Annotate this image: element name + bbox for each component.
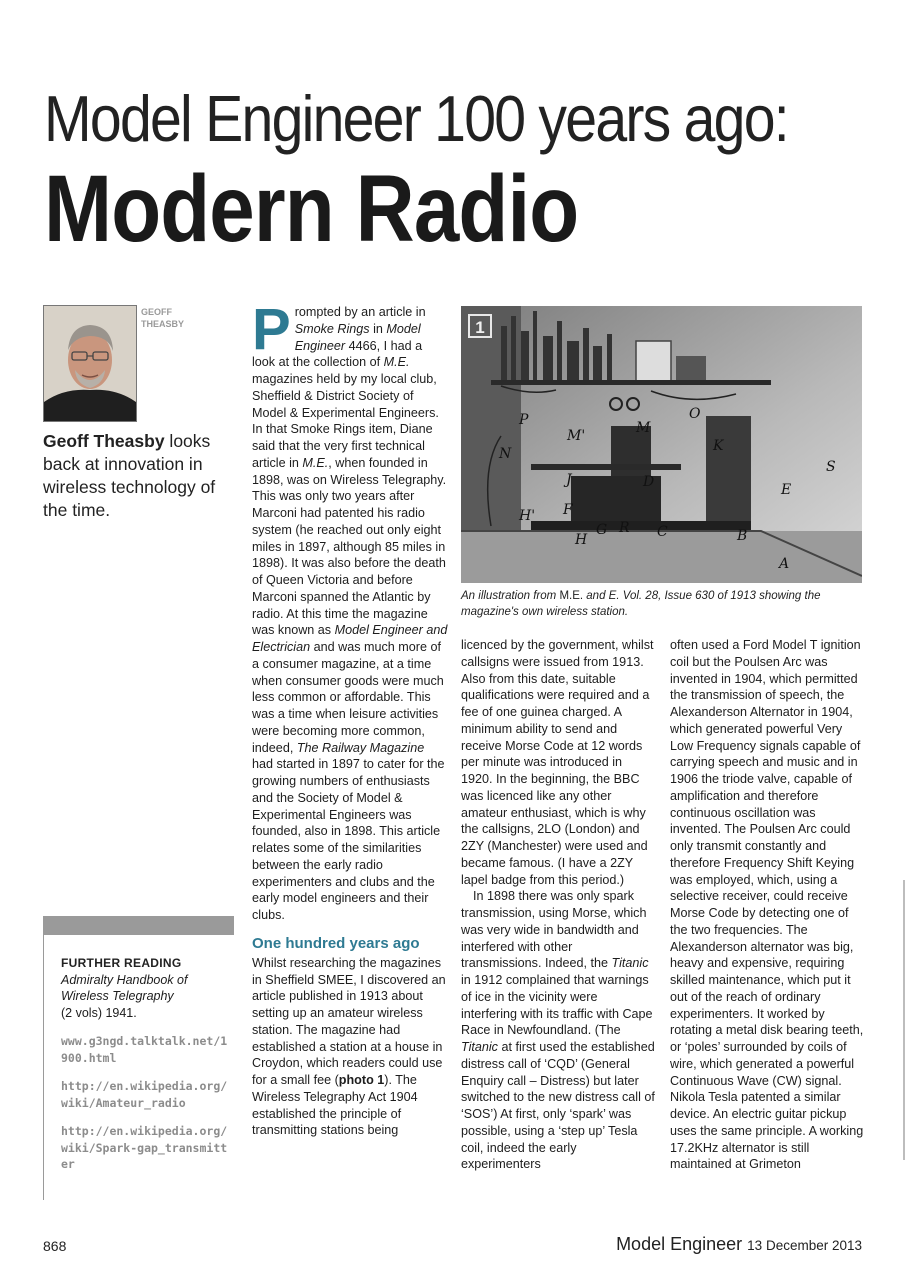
standfirst-text: looks back at innovation in wireless technology of the time. xyxy=(43,431,216,520)
photo-label: E xyxy=(781,482,792,498)
author-tag-last: THEASBY xyxy=(141,319,185,329)
photo-caption xyxy=(461,588,862,620)
caption-text: An illustration from xyxy=(461,590,560,602)
further-reading-rule xyxy=(43,935,44,1200)
footer-date: 13 December 2013 xyxy=(747,1238,862,1253)
intro-paragraph xyxy=(252,297,448,924)
photo-label: R xyxy=(619,520,630,536)
photo-label: O xyxy=(689,406,701,422)
text-run: magazines held by my local club, Sheffield & District Society of Model & Experimental Engineers. In that Smoke Rings item, Diane said that the very first technical article in xyxy=(252,372,439,470)
photo-label: D xyxy=(643,474,655,490)
text-run: had started in 1897 to cater for the growing numbers of enthusiasts and the Society of Model & Experimental Engineers was founded, also in 1898. This article relates some of the similarities between the early radio experimenters and clubs and the early model engineers and their clubs. xyxy=(252,757,445,922)
text-run: In 1898 there was only spark transmission, using Morse, which was very wide in bandwidth and interfered with other transmissions. Indeed, the xyxy=(461,889,647,971)
text-run-italic: The Railway Magazine xyxy=(296,740,425,755)
photo-label: K xyxy=(713,438,724,454)
headline-line-2: Modern Radio xyxy=(44,156,579,262)
text-run: 4466, I had a look at the collection of xyxy=(252,338,423,370)
further-reading-link[interactable]: www.g3ngd.talktalk.net/1900.html xyxy=(61,1034,228,1065)
further-reading-book-note: (2 vols) 1941. xyxy=(61,1005,137,1020)
further-reading-box xyxy=(61,955,231,1173)
text-run: ). The Wireless Telegraphy Act 1904 established the principle of transmitting stations being xyxy=(252,1073,418,1138)
standfirst-author-name: Geoff Theasby xyxy=(43,431,165,451)
text-run-italic: Model Engineer and Electrician xyxy=(252,623,448,654)
text-run: and was much more of a consumer magazine, at a time when consumer goods were much less common or affordable. This was a time when leisure activities were becoming more common, indeed, xyxy=(252,640,444,755)
photo-label: C xyxy=(657,524,668,540)
article-column-3 xyxy=(670,637,864,1173)
text-run: , when founded in 1898, was on Wireless Telegraphy. This was only two years after Marconi had patented his radio system (he reached out only eight miles in 1897, although 85 miles in 1898). It was also before the death of Queen Victoria and before Marconi spanned the Atlantic by radio. At this time the magazine was known as xyxy=(252,455,447,638)
photo-reference: photo 1 xyxy=(338,1073,385,1087)
text-run-italic: M.E. xyxy=(302,455,329,470)
author-tag xyxy=(141,306,201,330)
further-reading-bar xyxy=(43,916,234,935)
body-paragraph xyxy=(461,888,655,1173)
photo-number-badge: 1 xyxy=(468,314,492,338)
text-run-italic: Titanic xyxy=(461,1040,498,1054)
further-reading-book-title: Admiralty Handbook of Wireless Telegraphy xyxy=(61,972,188,1003)
article-column-2 xyxy=(461,637,655,1173)
portrait-image xyxy=(44,306,136,421)
caption-text: and E. xyxy=(583,590,623,602)
further-reading-link[interactable]: http://en.wikipedia.org/wiki/Spark-gap_transmitter xyxy=(61,1124,228,1171)
photo-label: N xyxy=(499,446,512,462)
author-tag-first: GEOFF xyxy=(141,307,172,317)
caption-text: Vol. 28, Issue 630 of 1913 showing the magazine's own wireless station. xyxy=(461,590,821,618)
further-reading-heading: FURTHER READING xyxy=(61,956,182,970)
text-run: in xyxy=(369,321,387,336)
subheading: One hundred years ago xyxy=(252,934,420,952)
wireless-station-photo xyxy=(461,306,862,583)
photo-label: M' xyxy=(567,428,586,444)
photo-label: J xyxy=(566,472,572,488)
body-paragraph: licenced by the government, whilst callsigns were issued from 1913. Also from this date, suitable qualifications were required and a fee of one guinea charged. A minimum ability to send and receive Morse Code at 12 words per minute was introduced in 1920. In the beginning, the BBC was licenced like any other amateur enthusiast, which is why the callsigns, 2LO (London) and 2ZY (Manchester) were used and became famous. (I have a 2ZY lapel badge from this period.) xyxy=(461,638,654,887)
page-number: 868 xyxy=(43,1238,67,1254)
text-run-italic: Model Engineer xyxy=(294,321,421,353)
standfirst xyxy=(43,430,233,522)
text-run-italic: M.E. xyxy=(383,355,410,370)
photo-label: G xyxy=(596,522,608,538)
headline-line-1: Model Engineer 100 years ago: xyxy=(44,82,788,155)
body-paragraph xyxy=(252,955,448,1139)
text-run: at first used the established distress call of ‘CQD’ (General Enquiry call – Distress) but later switched to the new distress call of ‘SOS’) At first, only ‘spark’ was possible, using a ‘step up’ Tesla coil, indeed the early experimenters xyxy=(461,1040,655,1172)
photo-label: B xyxy=(737,528,748,544)
photo-label: S xyxy=(826,459,836,475)
photo-label: M xyxy=(636,420,651,436)
author-portrait xyxy=(43,305,137,422)
text-run: Whilst researching the magazines in Sheffield SMEE, I discovered an article published in 1913 about setting up an amateur wireless station. The magazine had established a station at a house in Croydon, which readers could use for a small fee ( xyxy=(252,955,446,1087)
text-run-italic: Smoke Rings xyxy=(294,321,370,336)
caption-text: M.E. xyxy=(559,590,584,602)
photo-label: F xyxy=(563,502,573,518)
photo-label: H' xyxy=(519,508,536,524)
photo-label: H xyxy=(575,532,588,548)
text-run: rompted by an article in xyxy=(294,305,426,319)
further-reading-link[interactable]: http://en.wikipedia.org/wiki/Amateur_radio xyxy=(61,1079,228,1110)
footer-magazine-title: Model Engineer xyxy=(616,1234,743,1254)
photo-label: A xyxy=(779,556,790,572)
drop-cap: P xyxy=(252,297,291,362)
photo-illustration xyxy=(461,306,862,583)
footer-magazine xyxy=(616,1234,862,1255)
body-paragraph: often used a Ford Model T ignition coil but the Poulsen Arc was invented in 1904, which permitted the transmission of speech, the Alexanderson Alternator in 1904, which generated powerful Very Low Frequency signals capable of carrying speech and music and in 1906 the triode valve, capable of amplification and therefore continuous oscillation was invented. The Poulsen Arc could only transmit constantly and therefore Frequency Shift Keying was employed, which, using a selective receiver, could receive Morse Code by detecting one of the two frequencies. The Alexanderson alternator was big, heavy and expensive, requiring skilled maintenance, which put it out of the reach of ordinary experimenters. It worked by rotating a metal disk bearing teeth, or ‘poles’ surrounded by coils of wire, which generated a powerful Continuous Wave (CW) signal. Nikola Tesla patented a similar device. An electric guitar pickup uses the same principle. A working 17.2KHz alternator is still maintained at Grimeton xyxy=(670,638,864,1172)
article-column-1 xyxy=(252,297,448,1139)
photo-label: P xyxy=(519,412,529,428)
text-run-italic: Titanic xyxy=(611,956,649,971)
text-run: in 1912 complained that warnings of ice in the vicinity were interfering with its traffic with Cape Race in Newfoundland. (The xyxy=(461,973,653,1038)
